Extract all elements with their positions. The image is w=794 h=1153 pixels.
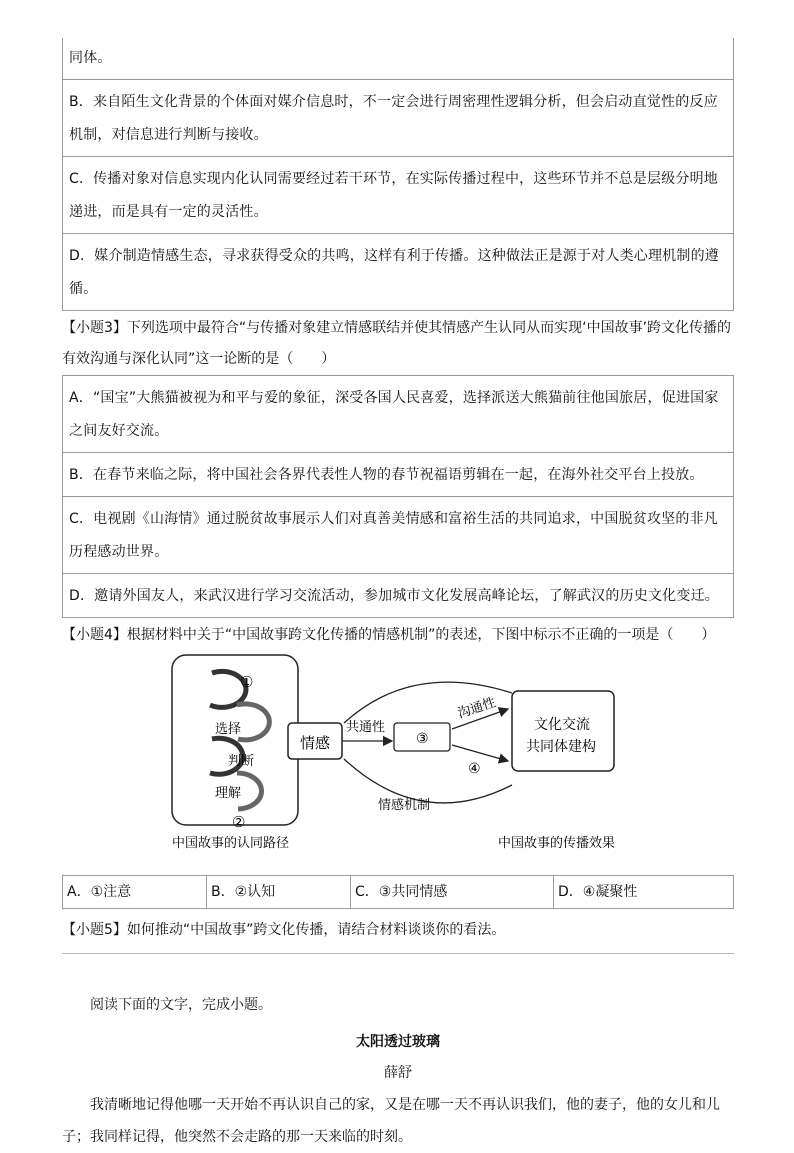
communicability-label: 沟通性 (456, 695, 498, 722)
ellipse-bottom (344, 759, 512, 803)
q2-options-table (62, 38, 734, 311)
circle-3-label: ③ (416, 731, 429, 747)
caption-left: 中国故事的认同路径 (172, 836, 290, 851)
result-line-2: 共同体建构 (526, 739, 596, 755)
q3-option-d[interactable]: D．邀请外国友人，来武汉进行学习交流活动，参加城市文化发展高峰论坛，了解武汉的历史文化变迁。 (63, 574, 733, 618)
q3-option-a[interactable]: A．“国宝”大熊猫被视为和平与爱的象征，深受各国人民喜爱，选择派送大熊猫前往他国旅居，促进国家之间友好交流。 (63, 376, 733, 453)
q5-stem: 【小题5】如何推动“中国故事”跨文化传播，请结合材料谈谈你的看法。 (62, 922, 506, 938)
q2-option-a-tail[interactable]: 同体。 (63, 38, 733, 80)
q4-option-c[interactable]: C．③共同情感 (351, 876, 554, 908)
judge-label: 判断 (228, 754, 255, 769)
q4-option-b[interactable]: B．②认知 (207, 876, 351, 908)
q4-option-a[interactable]: A．①注意 (63, 876, 207, 908)
q3-stem: 【小题3】下列选项中最符合“与传播对象建立情感联结并使其情感产生认同从而实现‘中国故事’跨文化传播的有效沟通与深化认同”这一论断的是（ ） (62, 320, 732, 367)
q3-options-table (62, 375, 734, 618)
select-label: 选择 (215, 722, 242, 737)
q4-diagram-svg (62, 651, 734, 875)
q2-option-b[interactable]: B．来自陌生文化背景的个体面对媒介信息时，不一定会进行周密理性逻辑分析，但会启动直觉性的反应机制，对信息进行判断与接收。 (63, 80, 733, 157)
caption-right: 中国故事的传播效果 (498, 836, 616, 851)
q3-option-b[interactable]: B．在春节来临之际，将中国社会各界代表性人物的春节祝福语剪辑在一起，在海外社交平台上投放。 (63, 453, 733, 497)
q4-option-d[interactable]: D．④凝聚性 (558, 884, 638, 900)
result-line-1: 文化交流 (534, 717, 590, 733)
q4-diagram (62, 651, 734, 875)
circle-4-label: ④ (468, 761, 481, 777)
q2-option-c[interactable]: C．传播对象对信息实现内化认同需要经过若干环节，在实际传播过程中，这些环节并不总是层级分明地递进，而是具有一定的灵活性。 (63, 157, 733, 234)
q2-option-d[interactable]: D．媒介制造情感生态，寻求获得受众的共鸣，这样有利于传播。这种做法正是源于对人类心理机制的遵循。 (63, 234, 733, 311)
reading-instruction: 阅读下面的文字，完成小题。 (90, 997, 272, 1013)
q3-option-c[interactable]: C．电视剧《山海情》通过脱贫故事展示人们对真善美情感和富裕生活的共同追求，中国脱贫攻坚的非凡历程感动世界。 (63, 497, 733, 574)
emotion-label: 情感 (300, 734, 331, 752)
circle-1-label: ① (240, 673, 254, 691)
circle-2-label: ② (232, 813, 246, 831)
q4-stem: 【小题4】根据材料中关于“中国故事跨文化传播的情感机制”的表述，下图中标示不正确的一项是（ ） (62, 627, 716, 643)
passage-title: 太阳透过玻璃 (356, 1034, 440, 1050)
arrow-4 (452, 745, 508, 761)
page (62, 38, 734, 1153)
passage-author: 薛舒 (384, 1065, 412, 1081)
mechanism-label: 情感机制 (378, 798, 431, 813)
understand-label: 理解 (215, 786, 242, 801)
q4-options-row (62, 875, 734, 909)
passage-paragraph: 我清晰地记得他哪一天开始不再认识自己的家，又是在哪一天不再认识我们，他的妻子，他的女儿和儿子；我同样记得，他突然不会走路的那一天来临的时刻。 (62, 1097, 720, 1145)
commonality-label: 共通性 (346, 720, 386, 735)
